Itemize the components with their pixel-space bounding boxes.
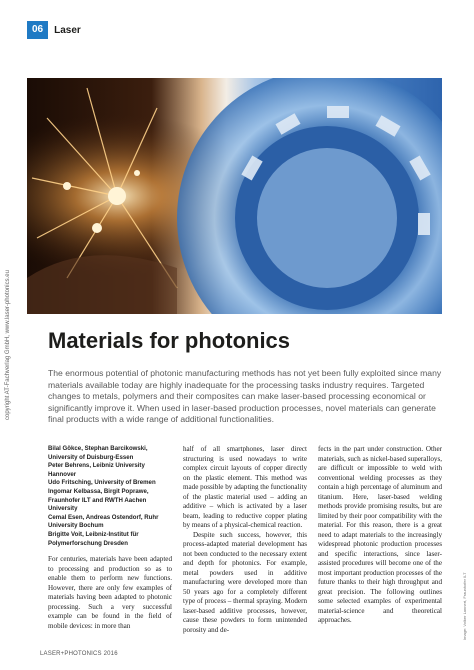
body-paragraph: Despite such success, however, this process-adapted material development has not been conducted to the necessary extent and depth for photonics. For example, metal powders used in additive manufacturing were developed more than 50 years ago for a completely different type of process – thermal spraying. Modern laser-based additive processes, however, cause these powders to form unintended porosity and de- bbox=[183, 530, 307, 634]
author-line: Peter Behrens, Leibniz University bbox=[48, 462, 145, 470]
author-line: Cemal Esen, Andreas Ostendorf, Ruhr bbox=[48, 513, 159, 521]
text-column-1 bbox=[48, 445, 172, 631]
side-copyright-credit: copyright AT-Fachverlag GmbH, www.laser-photonics.eu bbox=[5, 270, 11, 420]
section-label: Laser bbox=[54, 24, 81, 36]
author-line: University of Duisburg-Essen bbox=[48, 453, 134, 461]
author-line: Ingomar Kelbassa, Birgit Poprawe, bbox=[48, 487, 149, 495]
page-number: 06 bbox=[27, 21, 48, 39]
author-line: Bilal Gökce, Stephan Barcikowski, bbox=[48, 445, 148, 452]
body-paragraph: half of all smartphones, laser direct structuring is used nowadays to write complex circuit layouts of copper directly on the plastic element. This method was made possible by adapting the functionality of the plastic material used – adding an additive – which is activated by a laser beam, leading to reductive copper plating by means of a physical-chemical reaction. bbox=[183, 445, 307, 529]
article-title: Materials for photonics bbox=[48, 328, 291, 353]
body-paragraph: For centuries, materials have been adapted to processing and production so as to enable them to perform new functions. However, there are only few examples of materials having been adapted to photonic processing. Such a very successful example can be found in the field of mobile devices: in more than bbox=[48, 555, 172, 630]
author-line: University bbox=[48, 505, 78, 513]
author-line: Udo Fritsching, University of Bremen bbox=[48, 479, 156, 487]
author-list bbox=[48, 445, 172, 548]
laser-processing-photo bbox=[27, 78, 442, 314]
text-column-3 bbox=[318, 445, 442, 626]
author-line: Fraunhofer ILT and RWTH Aachen bbox=[48, 496, 147, 504]
photo-credit: Image: Volker Lannert, Fraunhofer ILT bbox=[462, 572, 467, 640]
text-column-2 bbox=[183, 445, 307, 635]
author-line: Hannover bbox=[48, 470, 77, 478]
page-header bbox=[27, 21, 81, 39]
author-line: Polymerforschung Dresden bbox=[48, 539, 128, 547]
body-paragraph: fects in the part under construction. Other materials, such as nickel-based superalloys, are difficult or impossible to weld with conventional welding processes as they contain a high percentage of aluminum and titanium. Here, laser-based welding methods provide promising results, but are limited by their poor compatibility with the material. For this reason, there is a great need to adapt materials to the increasingly widespread photonic production processes and specific interactions, since laser-assisted procedures will become one of the most important production processes of the future thanks to their high throughput and great precision. The following outlines some selected examples of experimental material-science and theoretical approaches. bbox=[318, 445, 442, 624]
article-intro: The enormous potential of photonic manufacturing methods has not yet been fully exploited since many materials available today are highly inadequate for the processing tasks industry requires. Targeted changes to metals, polymers and their composites can make laser-based processing economical or significantly improve it. When used in laser-based production processes, novel materials can generate final products with a wide range of additional functionalities. bbox=[48, 368, 442, 425]
author-line: University Bochum bbox=[48, 522, 104, 530]
page-footer: LASER+PHOTONICS 2016 bbox=[40, 651, 118, 657]
author-line: Brigitte Voit, Leibniz-Institut für bbox=[48, 530, 139, 538]
hero-image bbox=[27, 78, 442, 314]
